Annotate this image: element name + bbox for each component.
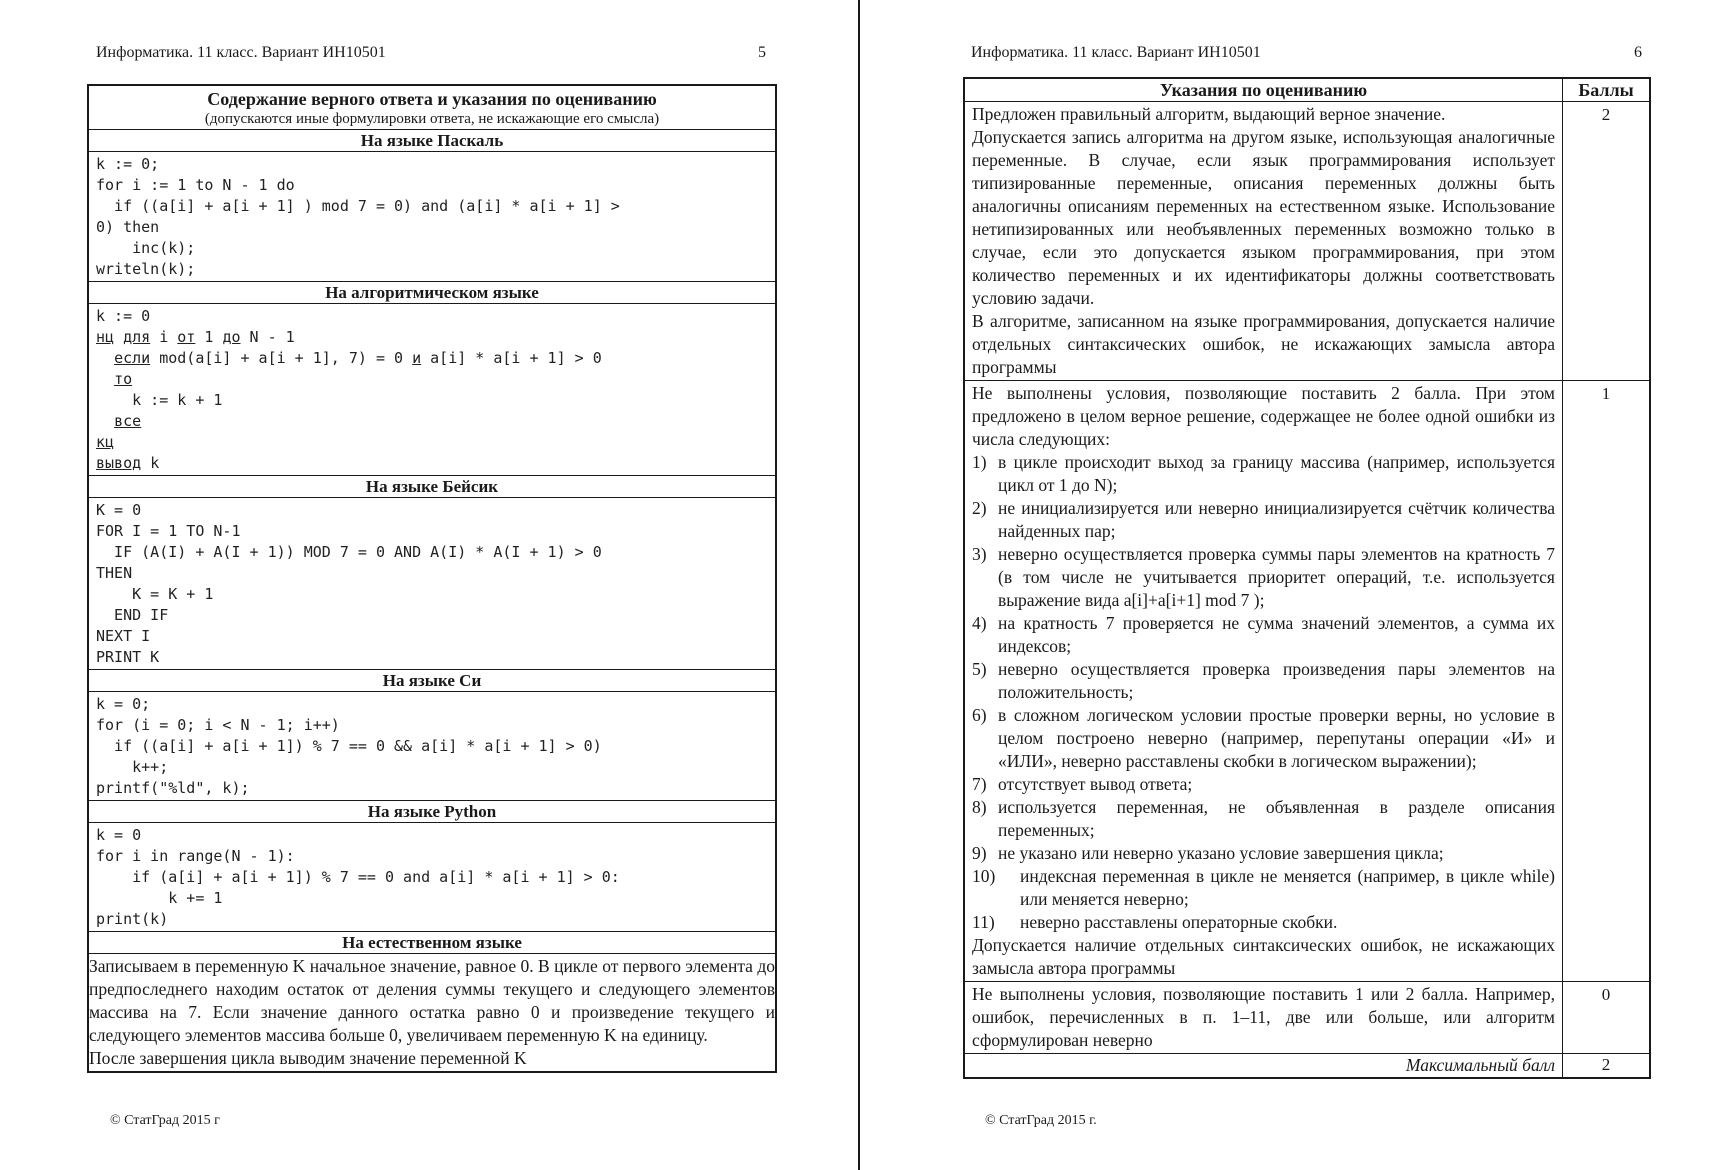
code-line: k := k + 1 xyxy=(132,391,223,409)
code-line: for i in range(N - 1): xyxy=(96,847,295,865)
code-line: FOR I = 1 TO N-1 xyxy=(96,522,241,540)
code-line: k := 0 xyxy=(96,307,151,325)
code-line: k = 0; xyxy=(96,695,151,713)
code-line: print(k) xyxy=(96,910,169,928)
code-line: if (a[i] + a[i + 1]) % 7 == 0 and a[i] * a[i + 1] > 0: xyxy=(96,868,620,886)
footer: © СтатГрад 2015 г. xyxy=(985,1113,1097,1128)
code-line: 0) then xyxy=(96,218,160,236)
left-page xyxy=(0,0,858,1170)
answer-table xyxy=(87,84,777,1073)
code-line: if ((a[i] + a[i + 1] ) mod 7 = 0) and (a[i] * a[i + 1] > xyxy=(96,197,620,215)
natural-description xyxy=(88,954,776,1073)
code-line: k = 0 xyxy=(96,826,142,844)
score-value: 2 xyxy=(1563,102,1651,381)
code-line: то xyxy=(114,370,133,388)
natural-heading: На естественном языке xyxy=(88,932,776,954)
basic-heading: На языке Бейсик xyxy=(88,476,776,498)
criterion-text: Допускается наличие отдельных синтаксических ошибок, не искажающих замысла автора программы xyxy=(972,935,1555,978)
pascal-code xyxy=(88,152,776,282)
code-line: NEXT I xyxy=(96,627,151,645)
code-line: for i := 1 to N - 1 do xyxy=(96,176,295,194)
code-line: все xyxy=(114,412,142,430)
score-value: 0 xyxy=(1563,982,1651,1054)
code-line: вывод k xyxy=(96,454,160,472)
algorithmic-heading: На алгоритмическом языке xyxy=(88,282,776,304)
score-row-1 xyxy=(964,381,1650,982)
criteria-column-header: Указания по оцениванию xyxy=(964,78,1563,102)
error-list-item: 6) в сложном логическом условии простые проверки верны, но условие в целом построено неверно (например, перепутаны операции «И» и «ИЛИ», неверно расставлены скобки в логическом выражении); xyxy=(972,705,1555,771)
code-line: K = K + 1 xyxy=(96,585,214,603)
code-line: нц для i от 1 до N - 1 xyxy=(96,328,295,346)
c-code xyxy=(88,692,776,801)
page-number: 5 xyxy=(758,44,766,61)
grading-table xyxy=(963,77,1651,1079)
points-column-header: Баллы xyxy=(1563,78,1651,102)
error-list-item: 7) отсутствует вывод ответа; xyxy=(972,774,1193,794)
code-line: если mod(a[i] + a[i + 1], 7) = 0 и a[i] * a[i + 1] > 0 xyxy=(114,349,602,367)
score-row-2 xyxy=(964,102,1650,381)
code-line: for (i = 0; i < N - 1; i++) xyxy=(96,716,340,734)
score-value: 1 xyxy=(1563,381,1651,982)
criterion-text: Предложен правильный алгоритм, выдающий верное значение. xyxy=(972,104,1446,124)
code-line: if ((a[i] + a[i + 1]) % 7 == 0 && a[i] * a[i + 1] > 0) xyxy=(96,737,602,755)
code-line: кц xyxy=(96,433,115,451)
code-line: PRINT K xyxy=(96,648,160,666)
natural-paragraph: Записываем в переменную K начальное значение, равное 0. В цикле от первого элемента до предпоследнего находим остаток от деления суммы текущего и следующего элементов массива на 7. Если значение данного остатка равно 0 и произведение текущего и следующего элементов массива больше 0, увеличиваем переменную K на единицу. xyxy=(89,956,775,1045)
code-line: IF (A(I) + A(I + 1)) MOD 7 = 0 AND A(I) * A(I + 1) > 0 xyxy=(96,543,602,561)
footer: © СтатГрад 2015 г xyxy=(110,1113,220,1128)
error-list-item: 9) не указано или неверно указано условие завершения цикла; xyxy=(972,843,1444,863)
max-score-row xyxy=(964,1054,1650,1079)
python-heading: На языке Python xyxy=(88,801,776,823)
error-list-item: 10) индексная переменная в цикле не меняется (например, в цикле while) или меняется неверно; xyxy=(972,866,1555,909)
code-line: printf("%ld", k); xyxy=(96,779,250,797)
page-divider xyxy=(858,0,860,1170)
running-header: Информатика. 11 класс. Вариант ИН10501 xyxy=(971,44,1261,61)
error-list-item: 1) в цикле происходит выход за границу массива (например, используется цикл от 1 до N); xyxy=(972,452,1555,495)
table-subtitle: (допускаются иные формулировки ответа, не искажающие его смысла) xyxy=(204,111,660,127)
table-title: Содержание верного ответа и указания по оцениванию xyxy=(207,89,657,109)
error-list-item: 5) неверно осуществляется проверка произведения пары элементов на положительность; xyxy=(972,659,1555,702)
page-number: 6 xyxy=(1634,44,1642,61)
code-line: K = 0 xyxy=(96,501,142,519)
max-score-value: 2 xyxy=(1563,1054,1651,1079)
basic-code xyxy=(88,498,776,670)
natural-paragraph: После завершения цикла выводим значение переменной K xyxy=(89,1048,527,1068)
code-line: k++; xyxy=(96,758,169,776)
error-list-item: 11) неверно расставлены операторные скобки. xyxy=(972,912,1338,932)
code-line: inc(k); xyxy=(96,239,196,257)
code-line: k := 0; xyxy=(96,155,160,173)
code-line: writeln(k); xyxy=(96,260,196,278)
python-code xyxy=(88,823,776,932)
c-heading: На языке Си xyxy=(88,670,776,692)
max-score-label: Максимальный балл xyxy=(964,1054,1563,1079)
criterion-text: Не выполнены условия, позволяющие поставить 2 балла. При этом предложено в целом верное решение, содержащее не более одной ошибки из числа следующих: xyxy=(972,383,1555,449)
error-list-item: 4) на кратность 7 проверяется не сумма значений элементов, а сумма их индексов; xyxy=(972,613,1555,656)
code-line: THEN xyxy=(96,564,133,582)
score-row-0 xyxy=(964,982,1650,1054)
error-list-item: 3) неверно осуществляется проверка суммы пары элементов на кратность 7 (в том числе не учитывается приоритет операций, т.е. используется выражение вида a[i]+a[i+1] mod 7 ); xyxy=(972,544,1555,610)
error-list-item: 8) используется переменная, не объявленная в разделе описания переменных; xyxy=(972,797,1555,840)
running-header: Информатика. 11 класс. Вариант ИН10501 xyxy=(96,44,386,61)
code-line: k += 1 xyxy=(96,889,223,907)
criterion-text: В алгоритме, записанном на языке программирования, допускается наличие отдельных синтаксических ошибок, не искажающих замысла автора программы xyxy=(972,311,1555,377)
pascal-heading: На языке Паскаль xyxy=(88,130,776,152)
criterion-text: Допускается запись алгоритма на другом языке, использующая аналогичные переменные. В случае, если язык программирования использует типизированные переменные, описания переменных должны быть аналогичны описаниям переменных на естественном языке. Использование нетипизированных или необъявленных переменных возможно только в случае, если это допускается языком программирования, при этом количество переменных и их идентификаторы должны соответствовать условию задачи. xyxy=(972,127,1555,308)
error-list-item: 2) не инициализируется или неверно инициализируется счётчик количества найденных пар; xyxy=(972,498,1555,541)
algorithmic-code xyxy=(88,304,776,476)
code-line: END IF xyxy=(96,606,169,624)
criterion-text: Не выполнены условия, позволяющие поставить 1 или 2 балла. Например, ошибок, перечисленных в п. 1–11, две или больше, или алгоритм сформулирован неверно xyxy=(972,984,1555,1050)
